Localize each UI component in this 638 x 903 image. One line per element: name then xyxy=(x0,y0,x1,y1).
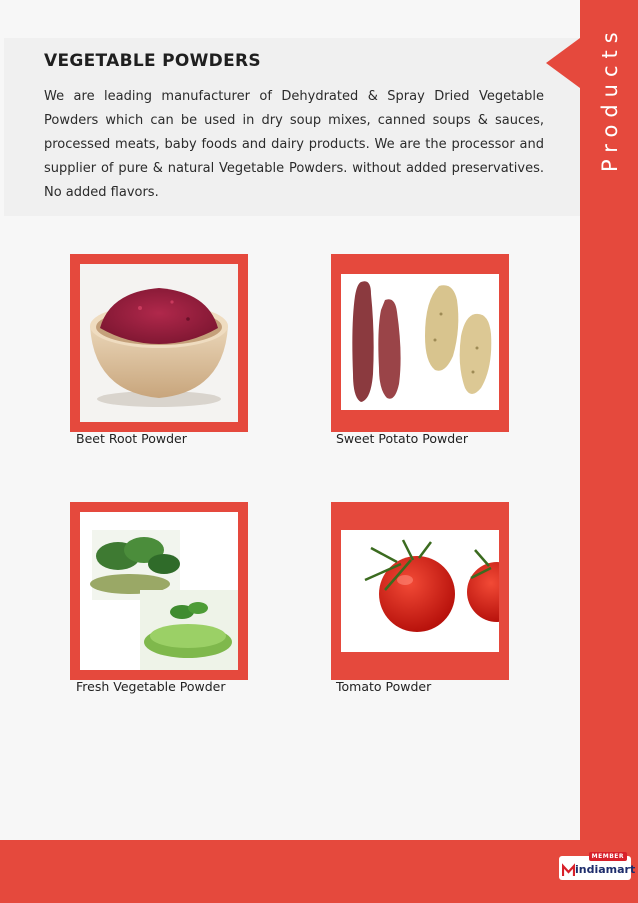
member-label: MEMBER xyxy=(589,852,627,861)
product-caption-fresh-vegetable: Fresh Vegetable Powder xyxy=(76,679,226,694)
indiamart-wordmark: indiamart xyxy=(575,863,636,876)
spinach-powder-image xyxy=(80,512,238,670)
product-caption-sweet-potato: Sweet Potato Powder xyxy=(336,431,468,446)
product-card-fresh-vegetable[interactable] xyxy=(70,502,248,680)
beetroot-powder-bowl-image xyxy=(80,264,238,422)
products-side-label: Products xyxy=(598,25,622,173)
product-caption-beet-root: Beet Root Powder xyxy=(76,431,187,446)
product-card-sweet-potato[interactable] xyxy=(331,254,509,432)
section-description: We are leading manufacturer of Dehydrated & Spray Dried Vegetable Powders which can be used in dry soup mixes, canned soups & sauces, processed meats, baby foods and dairy products. We are the processor and supplier of pure & natural Vegetable Powders. without added preservatives. No added flavors. xyxy=(44,89,544,200)
indiamart-logo-icon xyxy=(562,863,575,877)
tomatoes-image xyxy=(341,530,499,652)
indiamart-member-badge[interactable] xyxy=(559,853,636,880)
sweet-potatoes-image xyxy=(341,274,499,410)
product-card-beet-root[interactable] xyxy=(70,254,248,432)
product-card-tomato[interactable] xyxy=(331,502,509,680)
section-flag-tab xyxy=(546,38,580,88)
section-title: VEGETABLE POWDERS xyxy=(44,51,261,71)
footer-band xyxy=(0,840,638,903)
product-caption-tomato: Tomato Powder xyxy=(336,679,432,694)
